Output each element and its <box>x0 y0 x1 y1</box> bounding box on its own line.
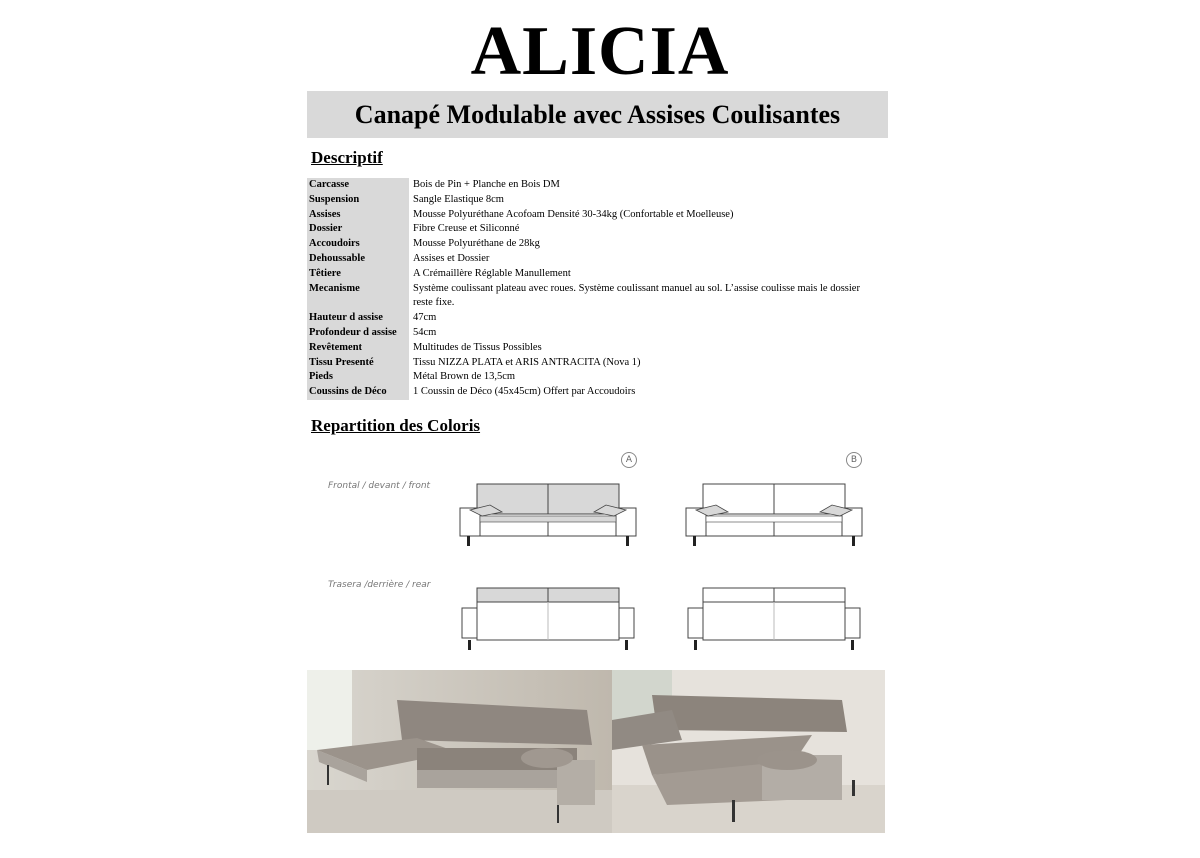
spec-value: 54cm <box>413 326 437 338</box>
spec-table <box>307 178 867 400</box>
product-subtitle-banner <box>307 91 888 138</box>
table-row <box>307 341 867 356</box>
spec-value: Assises et Dossier <box>413 252 490 264</box>
spec-label: Dossier <box>307 222 409 237</box>
table-row <box>307 252 867 267</box>
spec-value: 1 Coussin de Déco (45x45cm) Offert par Accoudoirs <box>413 386 636 398</box>
table-row <box>307 356 867 371</box>
spec-value: 47cm <box>413 312 437 324</box>
sofa-b-front-drawing <box>682 480 864 550</box>
spec-label: Accoudoirs <box>307 237 409 252</box>
sofa-b-rear-drawing <box>682 584 864 654</box>
rear-view-label: Trasera /derrière / rear <box>328 580 431 590</box>
table-row <box>307 385 867 400</box>
sofa-a-front-drawing <box>456 480 638 550</box>
spec-label: Pieds <box>307 370 409 385</box>
spec-value: Bois de Pin + Planche en Bois DM <box>413 179 560 190</box>
product-title: ALICIA <box>470 13 730 90</box>
spec-label: Mecanisme <box>307 282 409 312</box>
spec-label: Hauteur d assise <box>307 311 409 326</box>
spec-label: Têtiere <box>307 267 409 282</box>
spec-value: Fibre Creuse et Siliconné <box>413 223 520 235</box>
sofa-photo-right <box>612 670 885 833</box>
table-row <box>307 178 867 193</box>
spec-label: Coussins de Déco <box>307 385 409 400</box>
option-b-mark: B <box>846 452 862 468</box>
table-row <box>307 208 867 223</box>
spec-value: Mousse Polyuréthane de 28kg <box>413 238 540 250</box>
option-a-mark: A <box>621 452 637 468</box>
spec-value: A Crémaillère Réglable Manullement <box>413 267 571 279</box>
spec-value: Multitudes de Tissus Possibles <box>413 341 542 353</box>
table-row <box>307 222 867 237</box>
spec-value: Métal Brown de 13,5cm <box>413 371 516 383</box>
spec-label: Dehoussable <box>307 252 409 267</box>
sofa-photo-left <box>307 670 612 833</box>
spec-label: Carcasse <box>307 178 409 193</box>
spec-value: Mousse Polyuréthane Acofoam Densité 30-34kg (Confortable et Moelleuse) <box>413 208 734 220</box>
spec-label: Profondeur d assise <box>307 326 409 341</box>
spec-value: Sangle Elastique 8cm <box>413 193 504 205</box>
table-row <box>307 311 867 326</box>
spec-label: Tissu Presenté <box>307 356 409 371</box>
product-subtitle: Canapé Modulable avec Assises Coulisantes <box>354 99 841 129</box>
spec-label: Revêtement <box>307 341 409 356</box>
table-row <box>307 370 867 385</box>
sofa-a-rear-drawing <box>456 584 638 654</box>
table-row <box>307 193 867 208</box>
spec-value: Tissu NIZZA PLATA et ARIS ANTRACITA (Nova 1) <box>413 356 641 368</box>
spec-value: Système coulissant plateau avec roues. Système coulissant manuel au sol. L’assise coulisse mais le dossier reste fixe. <box>413 282 860 309</box>
spec-label: Assises <box>307 208 409 223</box>
table-row <box>307 282 867 312</box>
description-heading: Descriptif <box>311 148 383 167</box>
spec-label: Suspension <box>307 193 409 208</box>
table-row <box>307 267 867 282</box>
table-row <box>307 326 867 341</box>
colors-heading: Repartition des Coloris <box>311 416 481 435</box>
table-row <box>307 237 867 252</box>
front-view-label: Frontal / devant / front <box>328 481 431 491</box>
